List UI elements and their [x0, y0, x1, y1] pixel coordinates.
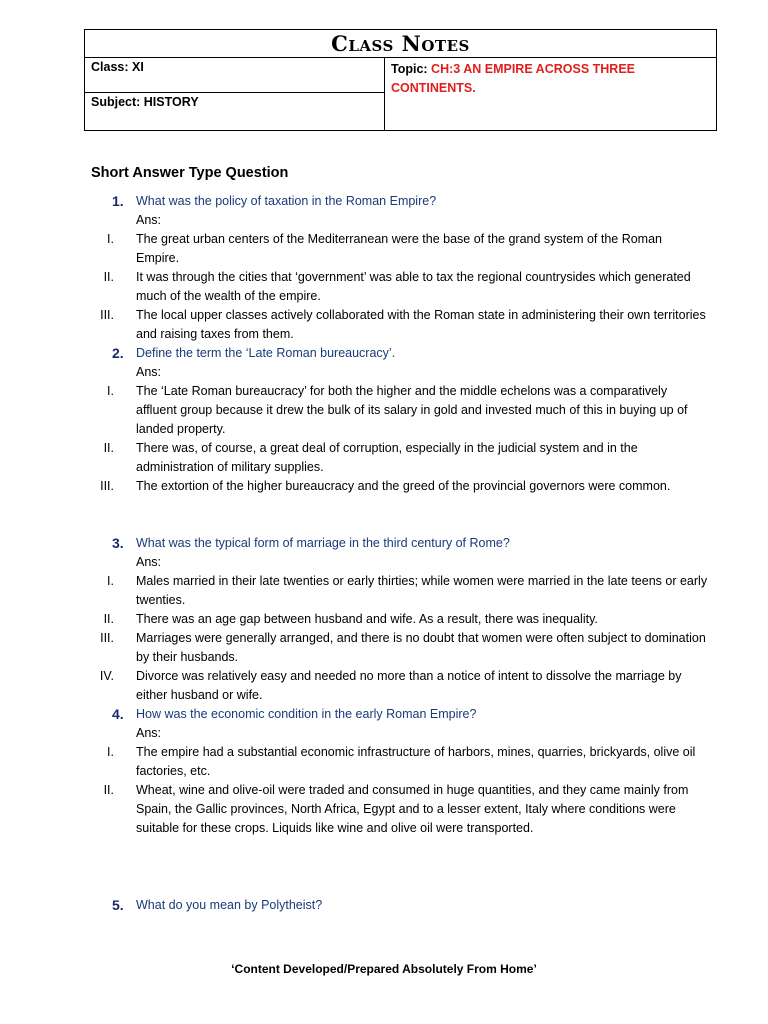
question	[0, 896, 768, 915]
roman-numeral: I.	[107, 745, 114, 759]
answer-text: There was an age gap between husband and wife. As a result, there was inequality.	[136, 612, 598, 626]
section-title: Short Answer Type Question	[91, 165, 289, 181]
roman-numeral: III.	[100, 479, 114, 493]
topic-cell	[385, 58, 716, 130]
answer-item	[0, 306, 768, 344]
question	[0, 534, 768, 553]
answer-text: Wheat, wine and olive-oil were traded and consumed in huge quantities, and they came mainly from Spain, the Gallic provinces, North Africa, Egypt and to a lesser extent, Italy where conditions were suitable for these crops. Liquids like wine and olive oil were transported.	[136, 783, 689, 835]
answer-text: The extortion of the higher bureaucracy and the greed of the provincial governors were common.	[136, 479, 671, 493]
question	[0, 705, 768, 724]
roman-numeral: IV.	[99, 669, 114, 683]
roman-numeral: II.	[103, 783, 114, 797]
roman-numeral: II.	[103, 441, 114, 455]
answer-item	[0, 439, 768, 477]
answer-text: There was, of course, a great deal of corruption, especially in the judicial system and in the administration of military supplies.	[136, 441, 638, 474]
answer-text: Marriages were generally arranged, and there is no doubt that women were often subject to domination by their husbands.	[136, 631, 706, 664]
spacer	[0, 876, 768, 896]
question-text: How was the economic condition in the early Roman Empire?	[136, 707, 477, 721]
answer-text: The local upper classes actively collaborated with the Roman state in administering their own territories and raising taxes from them.	[136, 308, 706, 341]
spacer	[0, 496, 768, 534]
answer-text: The ‘Late Roman bureaucracy’ for both the higher and the middle echelons was a comparatively affluent group because it drew the bulk of its salary in gold and invested much of this in buying up of landed property.	[136, 384, 688, 436]
topic-label: Topic:	[391, 62, 432, 76]
question	[0, 192, 768, 211]
answer-text: Males married in their late twenties or early thirties; while women were married in the late teens or early twenties.	[136, 574, 708, 607]
spacer	[0, 838, 768, 876]
info-left	[85, 58, 385, 130]
question-number: 4.	[112, 706, 124, 722]
questions-list	[0, 192, 768, 915]
roman-numeral: III.	[100, 308, 114, 322]
class-label: Class: XI	[85, 58, 384, 93]
answer-text: Divorce was relatively easy and needed no more than a notice of intent to dissolve the marriage by either husband or wife.	[136, 669, 682, 702]
question-text: What do you mean by Polytheist?	[136, 898, 323, 912]
roman-numeral: III.	[100, 631, 114, 645]
answer-item	[0, 610, 768, 629]
answer-text: It was through the cities that ‘government’ was able to tax the regional countrysides which generated much of the wealth of the empire.	[136, 270, 691, 303]
answer-item	[0, 781, 768, 838]
answer-item	[0, 572, 768, 610]
answer-item	[0, 629, 768, 667]
answer-text: The great urban centers of the Mediterranean were the base of the grand system of the Roman Empire.	[136, 232, 662, 265]
question-text: What was the policy of taxation in the Roman Empire?	[136, 194, 437, 208]
page-title: Class Notes	[85, 30, 716, 58]
answer-text: The empire had a substantial economic infrastructure of harbors, mines, quarries, brickyards, olive oil factories, etc.	[136, 745, 696, 778]
roman-numeral: I.	[107, 574, 114, 588]
question-text: Define the term the ‘Late Roman bureaucracy’.	[136, 346, 396, 360]
answer-item	[0, 382, 768, 439]
class-notes-header	[84, 29, 717, 131]
ans-label: Ans:	[136, 213, 162, 227]
footer-note: ‘Content Developed/Prepared Absolutely From Home’	[231, 962, 537, 976]
roman-numeral: I.	[107, 384, 114, 398]
subject-label: Subject: HISTORY	[91, 95, 199, 109]
ans-label: Ans:	[136, 365, 162, 379]
question-number: 2.	[112, 345, 124, 361]
roman-numeral: II.	[103, 612, 114, 626]
question-text: What was the typical form of marriage in the third century of Rome?	[136, 536, 510, 550]
answer-item	[0, 743, 768, 781]
roman-numeral: I.	[107, 232, 114, 246]
answer-item	[0, 230, 768, 268]
answer-item	[0, 268, 768, 306]
question-number: 3.	[112, 535, 124, 551]
ans-label: Ans:	[136, 555, 162, 569]
topic-value: CH:3 AN EMPIRE ACROSS THREE CONTINENTS.	[391, 62, 636, 95]
roman-numeral: II.	[103, 270, 114, 284]
question	[0, 344, 768, 363]
question-number: 5.	[112, 897, 124, 913]
question-number: 1.	[112, 193, 124, 209]
info-grid	[85, 58, 716, 130]
answer-item	[0, 477, 768, 496]
answer-item	[0, 667, 768, 705]
ans-label: Ans:	[136, 726, 162, 740]
